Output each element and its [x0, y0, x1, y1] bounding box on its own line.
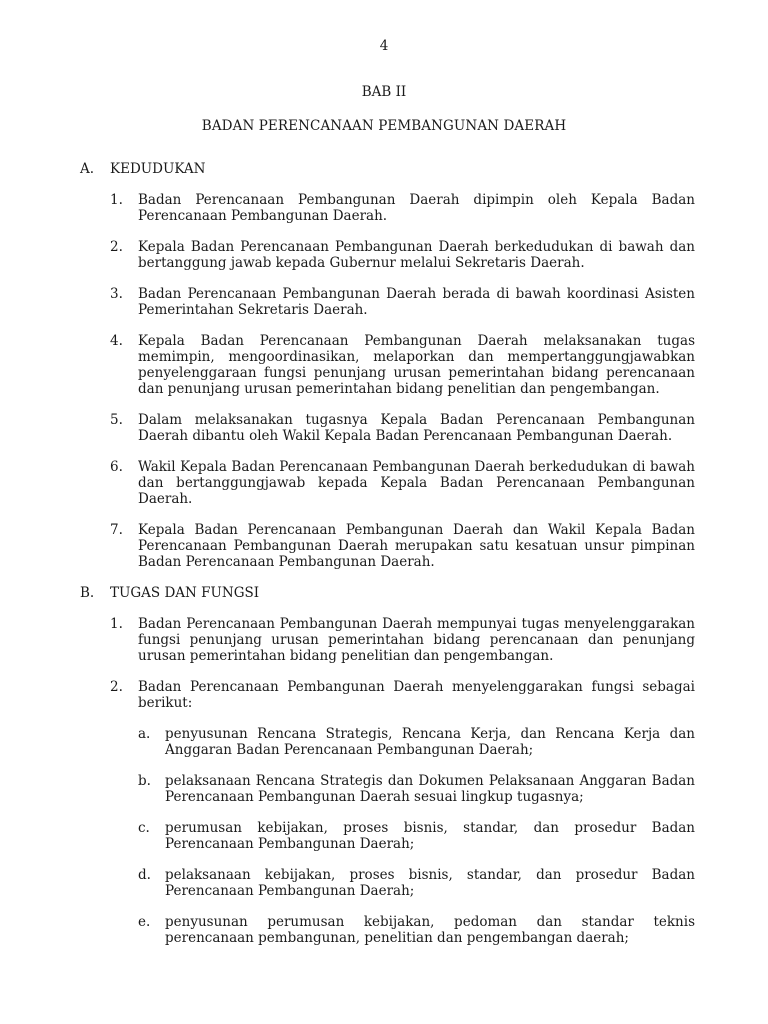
section-b-letter: B. — [80, 585, 95, 601]
sublist-item-letter: c. — [138, 820, 150, 836]
page-number: 4 — [379, 38, 389, 54]
list-item-number: 7. — [110, 522, 123, 538]
document-body — [80, 161, 695, 976]
list-item-text: Badan Perencanaan Pembangunan Daerah menyelenggarakan fungsi sebagai berikut: — [138, 679, 695, 711]
sublist-item-letter: d. — [138, 867, 151, 883]
sublist-item — [138, 867, 695, 899]
list-item — [110, 239, 695, 271]
list-item-number: 4. — [110, 333, 123, 349]
document-title: BADAN PERENCANAAN PEMBANGUNAN DAERAH — [201, 118, 567, 134]
list-item-text: Kepala Badan Perencanaan Pembangunan Daerah berkedudukan di bawah dan bertanggung jawab kepada Gubernur melalui Sekretaris Daerah. — [138, 239, 695, 271]
section-b-list — [80, 616, 695, 961]
list-item-text: Badan Perencanaan Pembangunan Daerah berada di bawah koordinasi Asisten Pemerintahan Sekretaris Daerah. — [138, 286, 695, 318]
sublist-item-text: pelaksanaan Rencana Strategis dan Dokumen Pelaksanaan Anggaran Badan Perencanaan Pembangunan Daerah sesuai lingkup tugasnya; — [165, 773, 695, 805]
list-item-text: Badan Perencanaan Pembangunan Daerah mempunyai tugas menyelenggarakan fungsi penunjang urusan pemerintahan bidang perencanaan dan penunjang urusan pemerintahan bidang penelitian dan pengembangan. — [138, 616, 695, 664]
sublist-item — [138, 773, 695, 805]
list-item-text: Kepala Badan Perencanaan Pembangunan Daerah melaksanakan tugas memimpin, mengoordinasikan, melaporkan dan mempertanggungjawabkan penyelenggaraan fungsi penunjang urusan pemerintahan bidang perencanaan dan penunjang urusan pemerintahan bidang penelitian dan pengembangan. — [138, 333, 695, 397]
list-item-number: 2. — [110, 239, 123, 255]
sublist-item-letter: e. — [138, 914, 151, 930]
list-item-number: 5. — [110, 412, 123, 428]
sublist-item — [138, 914, 695, 946]
sublist-item-letter: a. — [138, 726, 151, 742]
sublist-item-text: pelaksanaan kebijakan, proses bisnis, standar, dan prosedur Badan Perencanaan Pembangunan Daerah; — [165, 867, 695, 899]
function-sublist — [138, 726, 695, 946]
list-item — [110, 412, 695, 444]
list-item — [110, 333, 695, 397]
sublist-item-text: penyusunan perumusan kebijakan, pedoman dan standar teknis perencanaan pembangunan, penelitian dan pengembangan daerah; — [165, 914, 695, 946]
sublist-item-text: penyusunan Rencana Strategis, Rencana Kerja, dan Rencana Kerja dan Anggaran Badan Perencanaan Pembangunan Daerah; — [165, 726, 695, 758]
list-item-number: 2. — [110, 679, 123, 695]
list-item-number: 1. — [110, 616, 123, 632]
list-item-number: 3. — [110, 286, 123, 302]
chapter-heading: BAB II — [361, 84, 407, 100]
sublist-item-letter: b. — [138, 773, 151, 789]
sublist-item — [138, 726, 695, 758]
list-item — [110, 616, 695, 664]
list-item-text: Wakil Kepala Badan Perencanaan Pembangunan Daerah berkedudukan di bawah dan bertanggungjawab kepada Kepala Badan Perencanaan Pembangunan Daerah. — [138, 459, 695, 507]
section-a-letter: A. — [80, 161, 95, 177]
sublist-item — [138, 820, 695, 852]
section-a-list — [80, 192, 695, 570]
list-item-text: Kepala Badan Perencanaan Pembangunan Daerah dan Wakil Kepala Badan Perencanaan Pembangunan Daerah merupakan satu kesatuan unsur pimpinan Badan Perencanaan Pembangunan Daerah. — [138, 522, 695, 570]
list-item-body — [138, 679, 695, 961]
list-item — [110, 286, 695, 318]
list-item-number: 6. — [110, 459, 123, 475]
section-a-heading — [80, 161, 695, 177]
list-item — [110, 679, 695, 961]
section-a-title: KEDUDUKAN — [110, 161, 206, 177]
list-item-text: Badan Perencanaan Pembangunan Daerah dipimpin oleh Kepala Badan Perencanaan Pembangunan Daerah. — [138, 192, 695, 224]
list-item — [110, 459, 695, 507]
list-item-text: Dalam melaksanakan tugasnya Kepala Badan Perencanaan Pembangunan Daerah dibantu oleh Wakil Kepala Badan Perencanaan Pembangunan Daerah. — [138, 412, 695, 444]
section-b-title: TUGAS DAN FUNGSI — [110, 585, 260, 601]
list-item-number: 1. — [110, 192, 123, 208]
list-item — [110, 192, 695, 224]
list-item — [110, 522, 695, 570]
section-b-heading — [80, 585, 695, 601]
sublist-item-text: perumusan kebijakan, proses bisnis, standar, dan prosedur Badan Perencanaan Pembangunan Daerah; — [165, 820, 695, 852]
